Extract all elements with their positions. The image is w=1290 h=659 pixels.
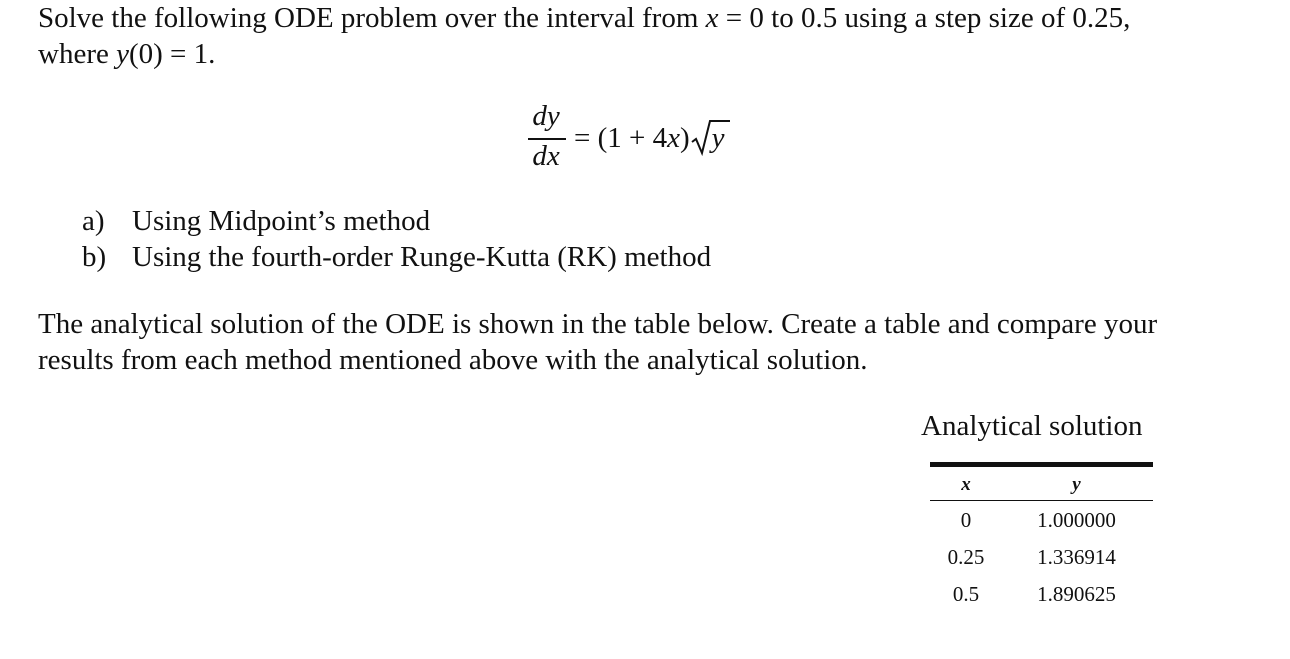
math-var-x: x	[705, 2, 719, 34]
instructions	[38, 306, 1157, 378]
rhs-prefix: = (1 + 4	[574, 122, 668, 154]
problem-text-3: where	[38, 38, 117, 70]
part-b-text: Using the fourth-order Runge-Kutta (RK) method	[132, 241, 712, 273]
table-caption: Analytical solution	[921, 410, 1143, 442]
table-cell-x-0: 0	[960, 508, 972, 532]
initial-condition-var: y	[116, 38, 129, 70]
part-b	[82, 239, 711, 275]
table-cell-y-2: 1.890625	[1037, 582, 1116, 606]
instructions-line-2: results from each method mentioned above with the analytical solution.	[38, 344, 868, 376]
part-a	[82, 203, 430, 239]
problem-statement	[38, 0, 1130, 72]
table-cell-y-0: 1.000000	[1037, 508, 1116, 532]
fraction-numerator: dy	[532, 100, 560, 132]
math-equals: =	[718, 2, 750, 34]
part-a-text: Using Midpoint’s method	[132, 205, 431, 237]
initial-condition-rest: (0) = 1.	[128, 38, 216, 70]
table-header-rule	[930, 500, 1153, 501]
table-cell-y-1: 1.336914	[1037, 545, 1116, 569]
interval-start: 0	[749, 2, 764, 34]
table-cell-x-1: 0.25	[947, 545, 985, 569]
fraction-denominator: dx	[532, 140, 560, 172]
sqrt-var-y: y	[711, 122, 725, 154]
instructions-line-1: The analytical solution of the ODE is shown in the table below. Create a table and compare your	[38, 308, 1158, 340]
table-header-y: y	[1072, 474, 1081, 495]
rhs-var-x: x	[667, 122, 680, 154]
problem-text-1: Solve the following ODE problem over the interval from	[38, 2, 706, 34]
equation-rhs	[574, 122, 725, 155]
part-b-marker: b)	[82, 241, 107, 273]
part-a-marker: a)	[82, 205, 105, 237]
table-cell-x-2: 0.5	[952, 582, 980, 606]
table-header-x: x	[961, 474, 971, 495]
problem-text-2: to 0.5 using a step size of 0.25,	[763, 2, 1131, 34]
rhs-suffix: )	[680, 122, 690, 154]
table-top-rule	[930, 462, 1153, 467]
radical-sign-icon	[690, 118, 730, 158]
square-root	[690, 122, 725, 155]
